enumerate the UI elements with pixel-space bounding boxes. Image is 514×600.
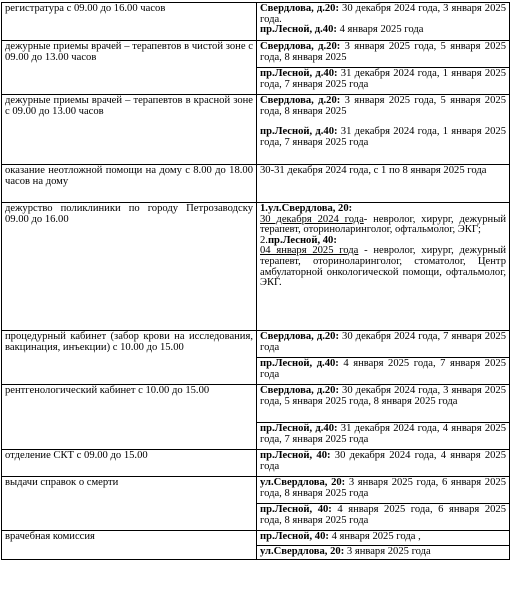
address-label: 1.ул.Свердлова, 20: xyxy=(260,203,353,214)
list-number: 2. xyxy=(260,234,268,246)
address-label: пр.Лесной, д.40: xyxy=(260,126,338,138)
dates-text: 4 января 2025 года xyxy=(336,24,424,36)
dates-text: 30 декабря 2024 года, 3 января 2025 года, 5 января 2025 года, 8 января 2025 года xyxy=(260,385,506,407)
dates-text: 30 декабря 2024 года, 7 января 2025 года xyxy=(260,331,506,353)
schedule-cell xyxy=(257,95,510,165)
schedule-cell xyxy=(257,385,510,423)
schedule-cell xyxy=(257,546,510,560)
schedule-cell xyxy=(257,477,510,504)
service-cell: выдачи справок о смерти xyxy=(2,477,257,531)
schedule-cell xyxy=(257,331,510,358)
service-cell: процедурный кабинет (забор крови на исследования, вакцинация, инъекции) с 10.00 до 15.00 xyxy=(2,331,257,385)
table-row xyxy=(2,203,510,331)
dates-text: 4 января 2025 года, 6 января 2025 года, 8 января 2025 года xyxy=(260,504,507,526)
table-row xyxy=(2,95,510,165)
schedule-cell xyxy=(257,203,510,331)
service-cell: отделение СКТ с 09.00 до 15.00 xyxy=(2,450,257,477)
dates-text: 31 декабря 2024 года, 4 января 2025 года, 7 января 2025 года xyxy=(260,423,507,445)
dates-text: 3 января 2025 года, 5 января 2025 года, 8 января 2025 xyxy=(260,95,506,117)
address-label: пр.Лесной, д.40: xyxy=(260,358,339,369)
dates-text: 31 декабря 2024 года, 1 января 2025 года, 7 января 2025 года xyxy=(260,126,507,148)
schedule-cell xyxy=(257,3,510,41)
table-row xyxy=(2,385,510,423)
table-row xyxy=(2,477,510,504)
address-label: пр.Лесной, 40: xyxy=(260,531,329,542)
service-cell: врачебная комиссия xyxy=(2,531,257,560)
schedule-cell xyxy=(257,358,510,385)
dates-text: 31 декабря 2024 года, 1 января 2025 года, 7 января 2025 года xyxy=(260,68,507,90)
schedule-table xyxy=(1,2,510,560)
address-label: пр.Лесной, 40: xyxy=(260,450,331,461)
schedule-cell xyxy=(257,531,510,546)
table-row xyxy=(2,41,510,68)
dates-text: 4 января 2025 года, 7 января 2025 года xyxy=(260,358,506,380)
address-label: пр.Лесной, д.40: xyxy=(260,423,338,434)
schedule-cell xyxy=(257,423,510,450)
duty-date: 30 декабря 2024 года xyxy=(260,213,364,225)
address-label: пр.Лесной, 40: xyxy=(267,234,337,246)
dates-text: 3 января 2025 года, 6 января 2025 года, 8 января 2025 года xyxy=(260,477,506,499)
duty-specialists: - невролог, хирург, дежурный терапевт, оториноларинголог, стоматолог, Центр амбулаторной онкологической помощи, офтальмолог, ЭКГ. xyxy=(260,245,506,289)
dates-text: 30 декабря 2024 года, 4 января 2025 года xyxy=(260,450,507,472)
dates-text: 3 января 2025 года, 5 января 2025 года, 8 января 2025 xyxy=(260,41,506,63)
schedule-cell xyxy=(257,68,510,95)
schedule-cell xyxy=(257,450,510,477)
service-cell: дежурные приемы врачей – терапевтов в чистой зоне с 09.00 до 13.00 часов xyxy=(2,41,257,95)
service-cell: дежурство поликлиники по городу Петрозаводску 09.00 до 16.00 xyxy=(2,203,257,331)
dates-text: 4 января 2025 года , xyxy=(328,531,421,542)
service-cell: оказание неотложной помощи на дому с 8.00 до 18.00 часов на дому xyxy=(2,165,257,203)
duty-specialists: - невролог, хирург, дежурный терапевт, оториноларинголог, офтальмолог, ЭКГ; xyxy=(260,213,506,236)
address-label: Свердлова, д.20: xyxy=(260,385,339,396)
address-label: пр.Лесной, 40: xyxy=(260,504,332,515)
address-label: Свердлова, д.20: xyxy=(260,41,341,52)
table-row xyxy=(2,331,510,358)
service-cell: регистратура с 09.00 до 16.00 часов xyxy=(2,3,257,41)
table-row xyxy=(2,450,510,477)
dates-text: 30 декабря 2024 года, 3 января 2025 года. xyxy=(260,3,506,25)
address-label: ул.Свердлова, 20: xyxy=(260,477,346,488)
service-cell: дежурные приемы врачей – терапевтов в красной зоне с 09.00 до 13.00 часов xyxy=(2,95,257,165)
schedule-cell xyxy=(257,504,510,531)
table-row xyxy=(2,165,510,203)
address-label: ул.Свердлова, 20: xyxy=(260,546,345,557)
address-label: пр.Лесной, д.40: xyxy=(260,68,338,79)
service-cell: рентгенологический кабинет с 10.00 до 15.00 xyxy=(2,385,257,450)
address-label: Свердлова, д.20: xyxy=(260,331,339,342)
address-label: Свердлова, д.20: xyxy=(260,95,341,106)
address-label: Свердлова, д.20: xyxy=(260,3,339,14)
dates-text: 3 января 2025 года xyxy=(344,546,431,557)
table-row xyxy=(2,3,510,41)
table-row xyxy=(2,531,510,546)
duty-date: 04 января 2025 года xyxy=(260,245,359,257)
address-label: пр.Лесной, д.40: xyxy=(260,24,337,36)
schedule-cell xyxy=(257,41,510,68)
schedule-cell: 30-31 декабря 2024 года, с 1 по 8 января 2025 года xyxy=(257,165,510,203)
